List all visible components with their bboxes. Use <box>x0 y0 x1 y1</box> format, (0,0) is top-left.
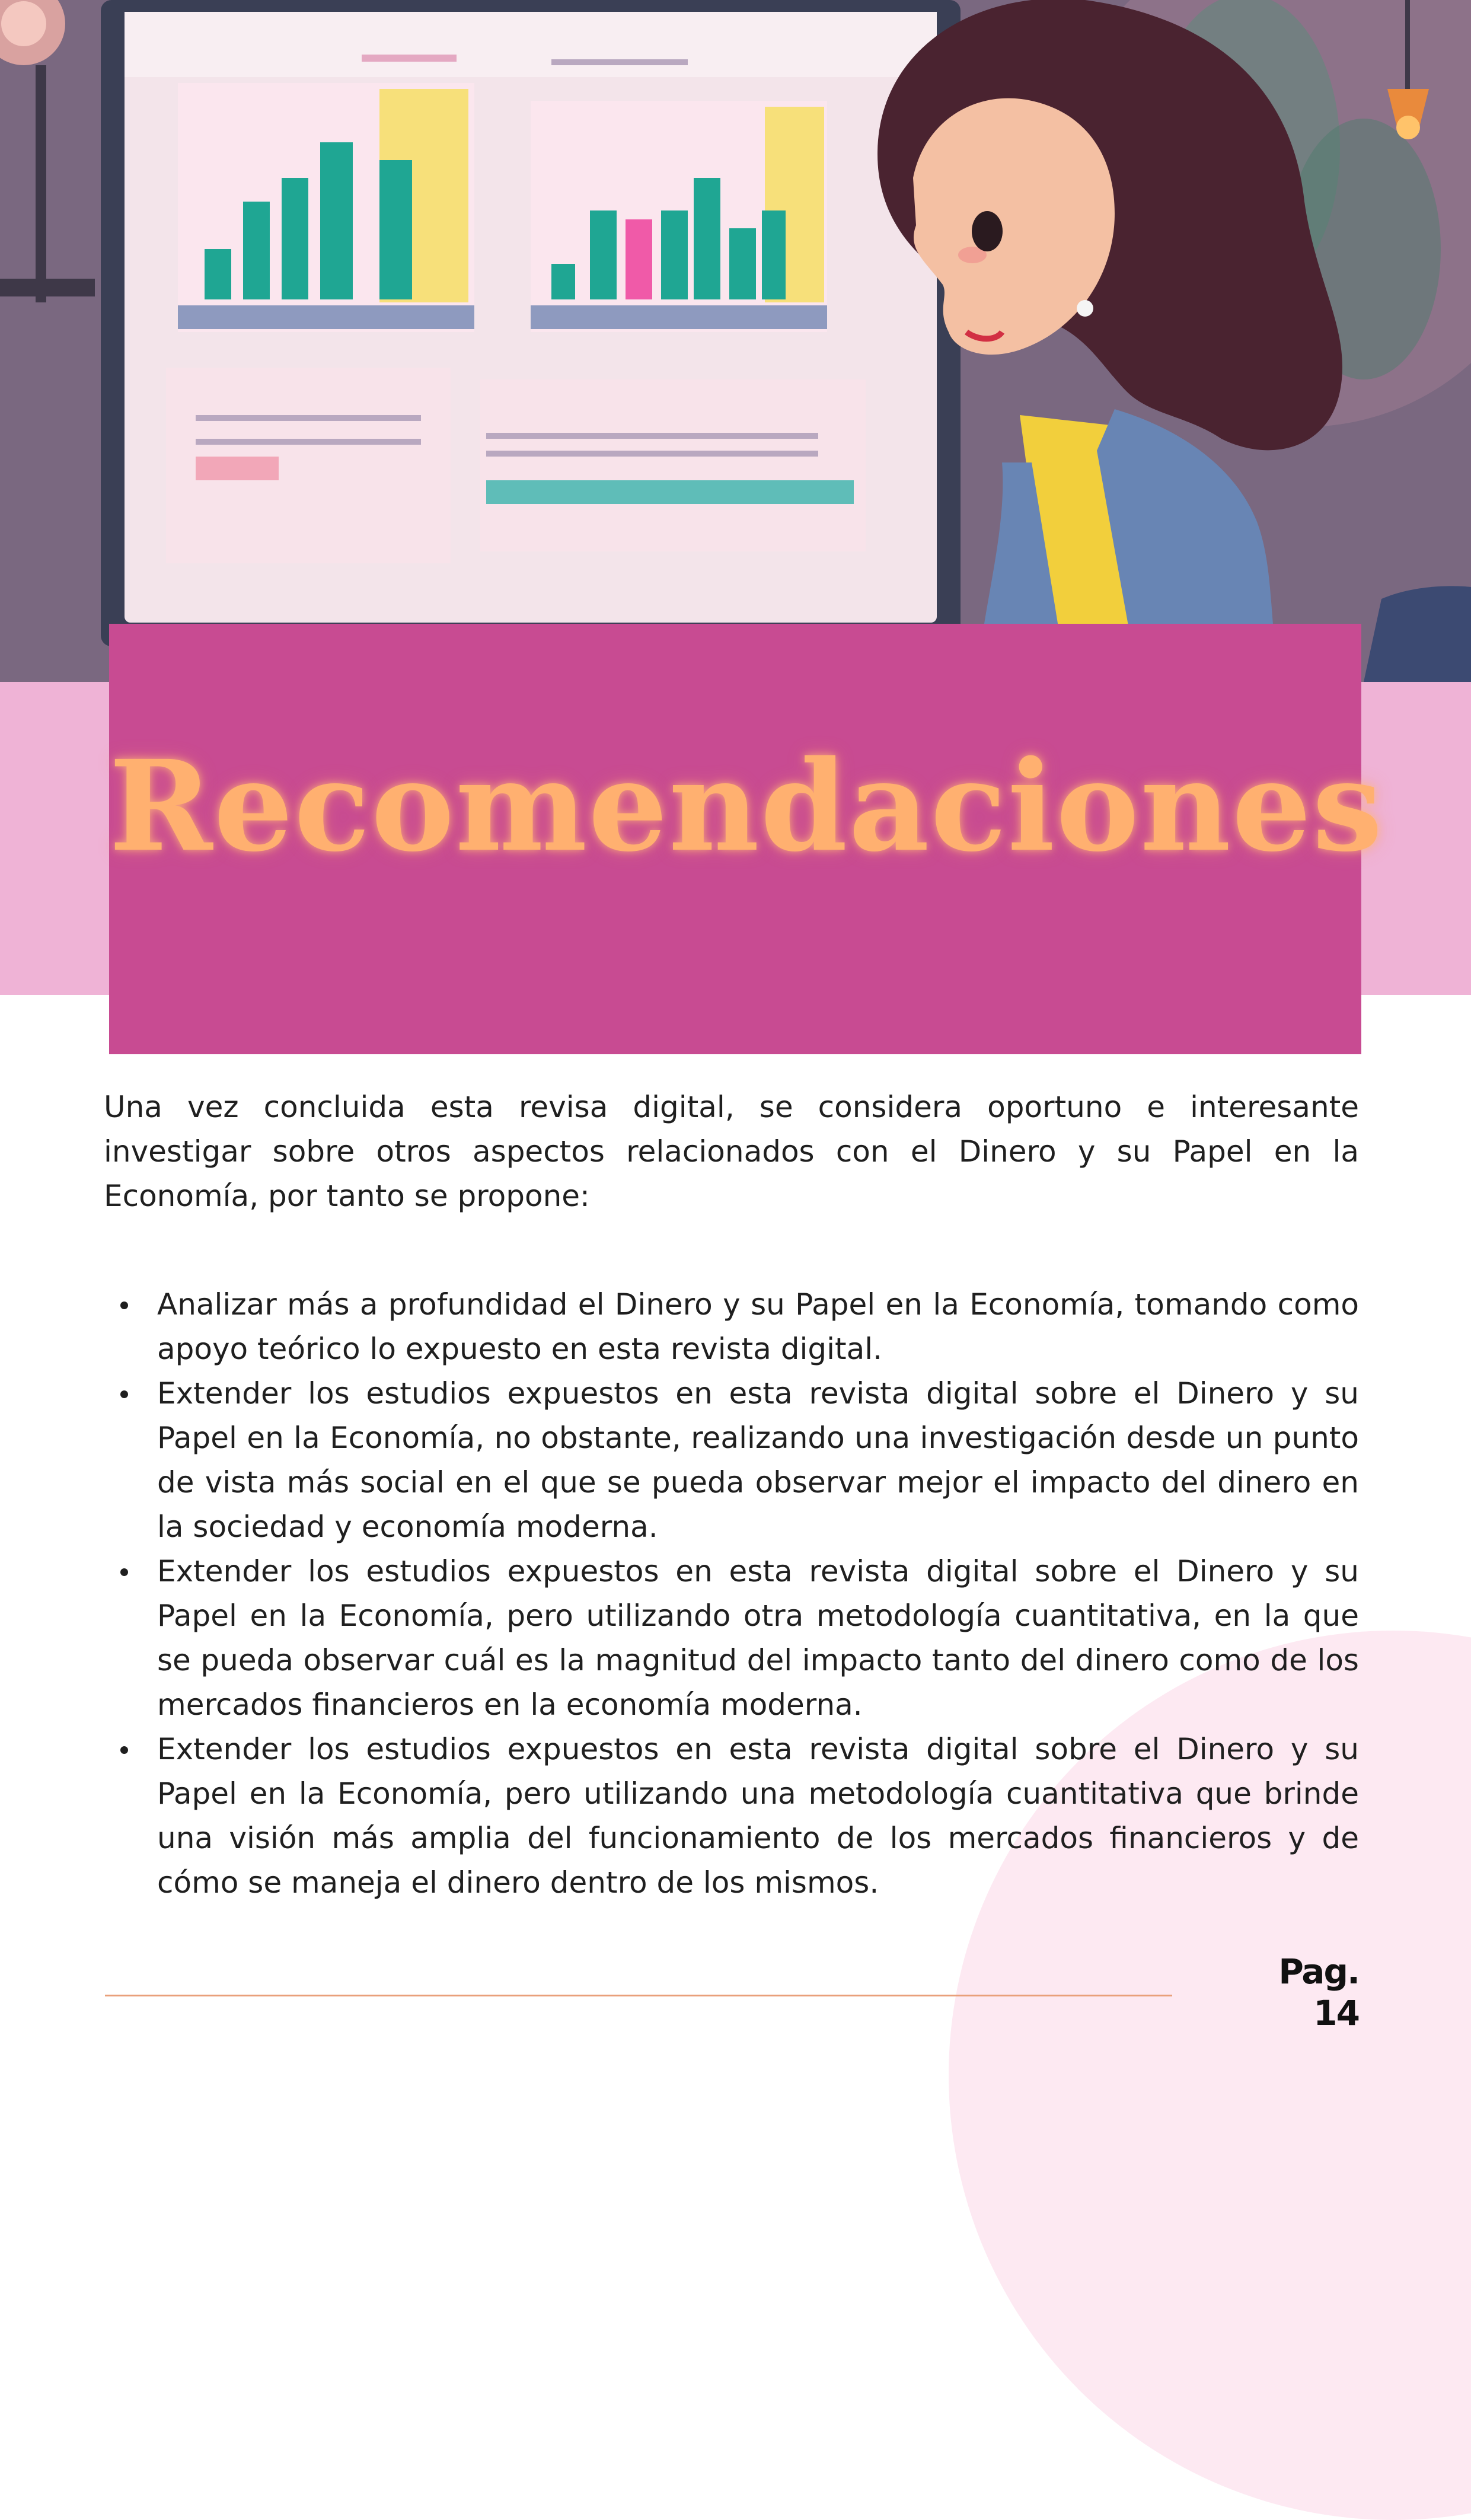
list-item: Extender los estudios expuestos en esta revista digital sobre el Dinero y su Papel en la Economía, pero utilizando una metodología cuantitativa que brinde una visión más amplia del funcionamiento de los mercados financieros y de cómo se maneja el dinero dentro de los mismos. <box>157 1727 1359 1905</box>
footer-divider <box>105 1995 1172 1996</box>
list-item: Analizar más a profundidad el Dinero y su Papel en la Economía, tomando como apoyo teórico lo expuesto en esta revista digital. <box>157 1283 1359 1371</box>
intro-paragraph: Una vez concluida esta revisa digital, se considera oportuno e interesante investigar sobre otros aspectos relacionados con el Dinero y su Papel en la Economía, por tanto se propone: <box>104 1090 1359 1213</box>
recommendations-list <box>104 1283 1359 1905</box>
list-item: Extender los estudios expuestos en esta revista digital sobre el Dinero y su Papel en la Economía, no obstante, realizando una investigación desde un punto de vista más social en el que se pueda observar mejor el impacto del dinero en la sociedad y economía moderna. <box>157 1371 1359 1549</box>
page-title: Recomendaciones <box>109 733 1384 879</box>
page-number: Pag. 14 <box>1278 1951 1359 2033</box>
woman-at-dashboard-monitor-illustration <box>0 0 1471 682</box>
header-illustration <box>0 0 1471 682</box>
list-item: Extender los estudios expuestos en esta revista digital sobre el Dinero y su Papel en la Economía, pero utilizando otra metodología cuantitativa, en la que se pueda observar cuál es la magnitud del impacto tanto del dinero como de los mercados financieros en la economía moderna. <box>157 1549 1359 1727</box>
main-content <box>104 1085 1359 1905</box>
